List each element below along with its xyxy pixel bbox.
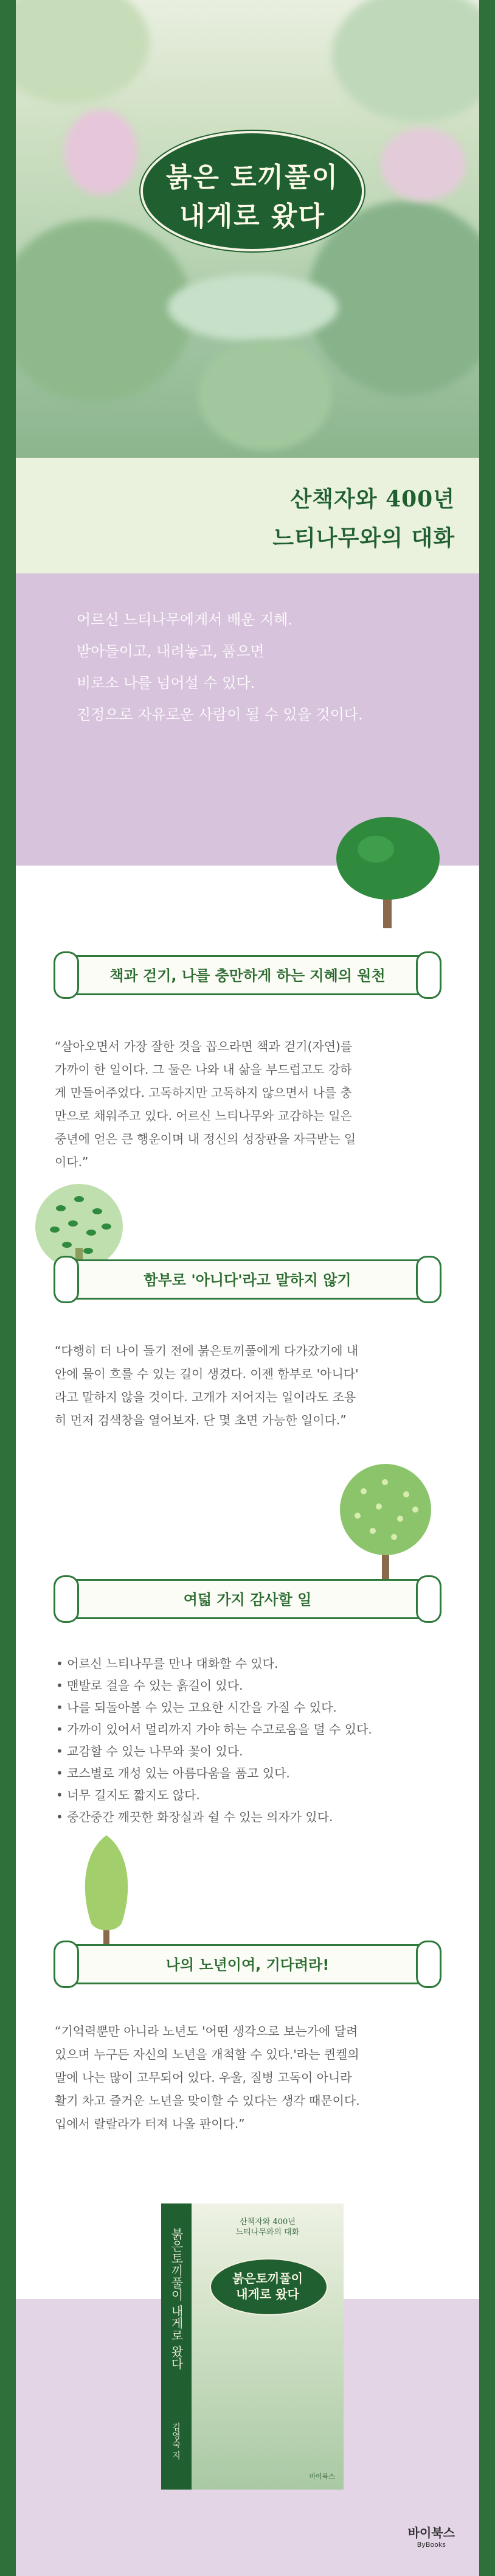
section-banner [54,1936,441,1992]
section-banner [54,1251,441,1307]
gratitude-list [56,1653,433,1828]
spine-title: 붉은토끼풀이 내게로 왔다 [169,2228,184,2370]
list-item: • 교감할 수 있는 나무와 꽃이 있다. [56,1740,433,1762]
blossom-blob [381,128,466,201]
round-tree-icon [333,816,443,931]
intro-line: 어르신 느티나무에게서 배운 지혜. [77,611,293,628]
foliage-blob [16,0,150,103]
cover-title: 붉은토끼풀이 내게로 왔다 [232,2271,303,2301]
publisher-english: ByBooks [417,2541,446,2549]
cover-subtitle: 산책자와 400년 느티나무와의 대화 [235,2217,300,2237]
subtitle-band [16,458,479,573]
intro-line: 진정으로 자유로운 사람이 될 수 있을 것이다. [77,706,363,723]
section-title: 함부로 '아니다'라고 말하지 않기 [144,1272,351,1289]
spine-author: 김영숙 지 [171,2423,181,2460]
publisher-name: 바이북스 [407,2525,455,2540]
subtitle-line1: 산책자와 400년 [290,486,455,512]
section-banner [54,947,441,1003]
section-title: 책과 걷기, 나를 충만하게 하는 지혜의 원천 [109,967,386,984]
book-image [161,2203,344,2490]
title-oval [140,131,364,251]
subtitle-line2: 느티나무와의 대화 [272,525,455,551]
book-cover [192,2203,344,2490]
hero-painting [16,0,479,458]
blossom-blob [64,110,137,195]
intro-line: 비로소 나를 넘어설 수 있다. [77,674,255,691]
section-paragraph: “다행히 더 나이 들기 전에 붉은토끼풀에게 다가갔기에 내 안에 물이 흐를 수 있는 길이 생겼다. 이젠 함부로 '아니다' 라고 말하지 않을 것이다. 고개가 저어지는 일이라도 조용 히 먼저 검색창을 열어보자. 단 몇 초면 가능한 일이다.” [55,1343,359,1427]
hero-title-line2: 내게로 왔다 [179,201,325,232]
section-title: 여덟 가지 감사할 일 [183,1591,312,1608]
list-item: • 어르신 느티나무를 만나 대화할 수 있다. [56,1653,433,1675]
section-paragraph: “살아오면서 가장 잘한 것을 꼽으라면 책과 걷기(자연)를 가까이 한 일이다. 그 둘은 나와 내 삶을 부드럽고도 강하 게 만들어주었다. 고독하지만 고독하지 않으면서 나를 충 만으로 채워주고 있다. 어르신 느티나무와 교감하는 일은 중년에 얻은 큰 행운이며 내 정신의 성장판을 자극받는 일 이다.” [55,1039,356,1169]
list-item: • 너무 길지도 짧지도 않다. [56,1784,433,1806]
foliage-blob [16,219,192,402]
hero-title-line1: 붉은 토끼풀이 [165,162,339,193]
cover-publisher: 바이북스 [309,2473,335,2480]
dotted-tree-icon [333,1461,437,1583]
publisher-logo [408,2523,455,2549]
foliage-blob [198,341,332,450]
foliage-blob [332,0,479,122]
list-item: • 맨발로 걸을 수 있는 흙길이 있다. [56,1675,433,1696]
intro-line: 받아들이고, 내려놓고, 품으면 [77,643,265,660]
list-item: • 가까이 있어서 멀리까지 가야 하는 수고로움을 덜 수 있다. [56,1718,433,1740]
section-title: 나의 노년이여, 기다려라! [165,1956,330,1973]
list-item: • 코스별로 개성 있는 아름다움을 품고 있다. [56,1762,433,1784]
section-paragraph: “기억력뿐만 아니라 노년도 '어떤 생각으로 보는가에 달려 있으며 누구든 자신의 노년을 개척할 수 있다.'라는 퀸켈의 말에 나는 많이 고무되어 있다. 우울, 질병 고독이 아니라 활기 차고 즐거운 노년을 맞이할 수 있다는 생각 때문이다. 입에서 랄랄라가 터져 나올 판이다.” [55,2024,360,2131]
pond-blob [168,274,338,341]
list-item: • 중간중간 깨끗한 화장실과 쉴 수 있는 의자가 있다. [56,1806,433,1828]
book-spine [161,2203,192,2490]
section-banner [54,1570,441,1626]
list-item: • 나를 되돌아볼 수 있는 고요한 시간을 가질 수 있다. [56,1696,433,1718]
